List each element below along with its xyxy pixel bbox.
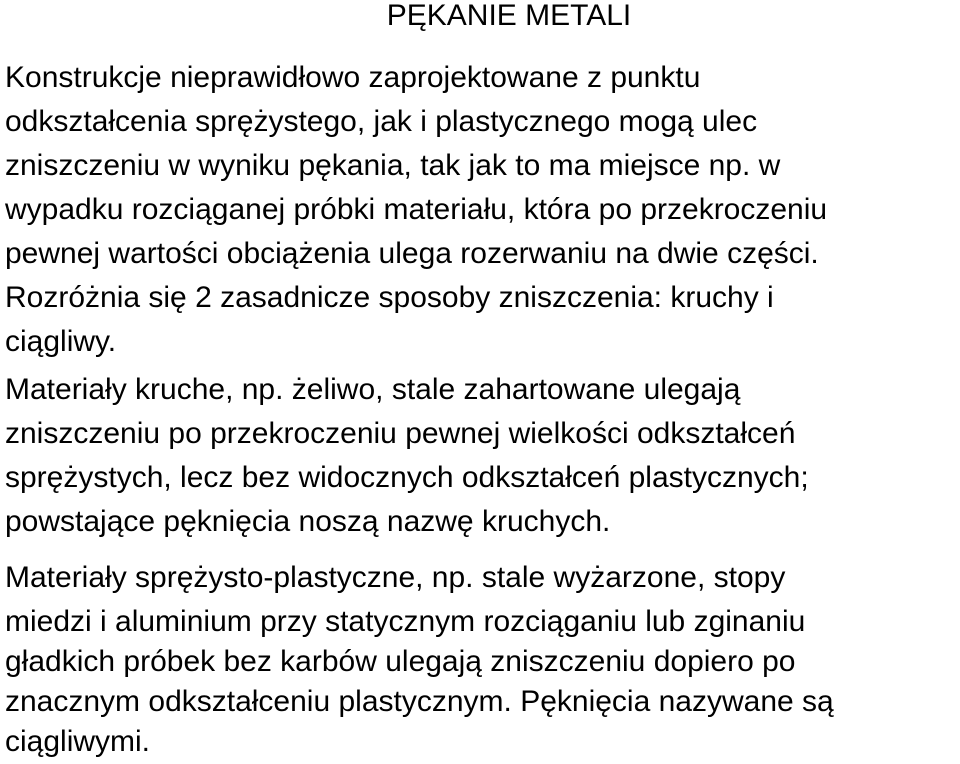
text-line: Materiały kruche, np. żeliwo, stale zahartowane ulegają bbox=[5, 373, 741, 406]
text-line: Konstrukcje nieprawidłowo zaprojektowane z punktu bbox=[5, 61, 701, 94]
text-line: wypadku rozciąganej próbki materiału, która po przekroczeniu bbox=[5, 193, 828, 226]
text-line: znacznym odkształceniu plastycznym. Pęknięcia nazywane są bbox=[5, 685, 834, 718]
text-line: gładkich próbek bez karbów ulegają zniszczeniu dopiero po bbox=[5, 645, 796, 678]
text-line: powstające pęknięcia noszą nazwę kruchych. bbox=[5, 505, 611, 538]
text-line: Materiały sprężysto-plastyczne, np. stale wyżarzone, stopy bbox=[5, 561, 786, 594]
text-line: sprężystych, lecz bez widocznych odkształceń plastycznych; bbox=[5, 461, 809, 494]
text-line: ciągliwymi. bbox=[5, 725, 151, 758]
text-line: pewnej wartości obciążenia ulega rozerwaniu na dwie części. bbox=[5, 237, 819, 270]
text-line: miedzi i aluminium przy statycznym rozciąganiu lub zginaniu bbox=[5, 605, 806, 638]
text-line: odkształcenia sprężystego, jak i plastycznego mogą ulec bbox=[5, 105, 758, 138]
text-line: zniszczeniu po przekroczeniu pewnej wielkości odkształceń bbox=[5, 417, 796, 450]
slide-title: PĘKANIE METALI bbox=[386, 0, 632, 32]
text-line: zniszczeniu w wyniku pękania, tak jak to ma miejsce np. w bbox=[5, 149, 781, 182]
text-line: Rozróżnia się 2 zasadnicze sposoby zniszczenia: kruchy i bbox=[5, 281, 774, 314]
text-line: ciągliwy. bbox=[5, 325, 117, 358]
